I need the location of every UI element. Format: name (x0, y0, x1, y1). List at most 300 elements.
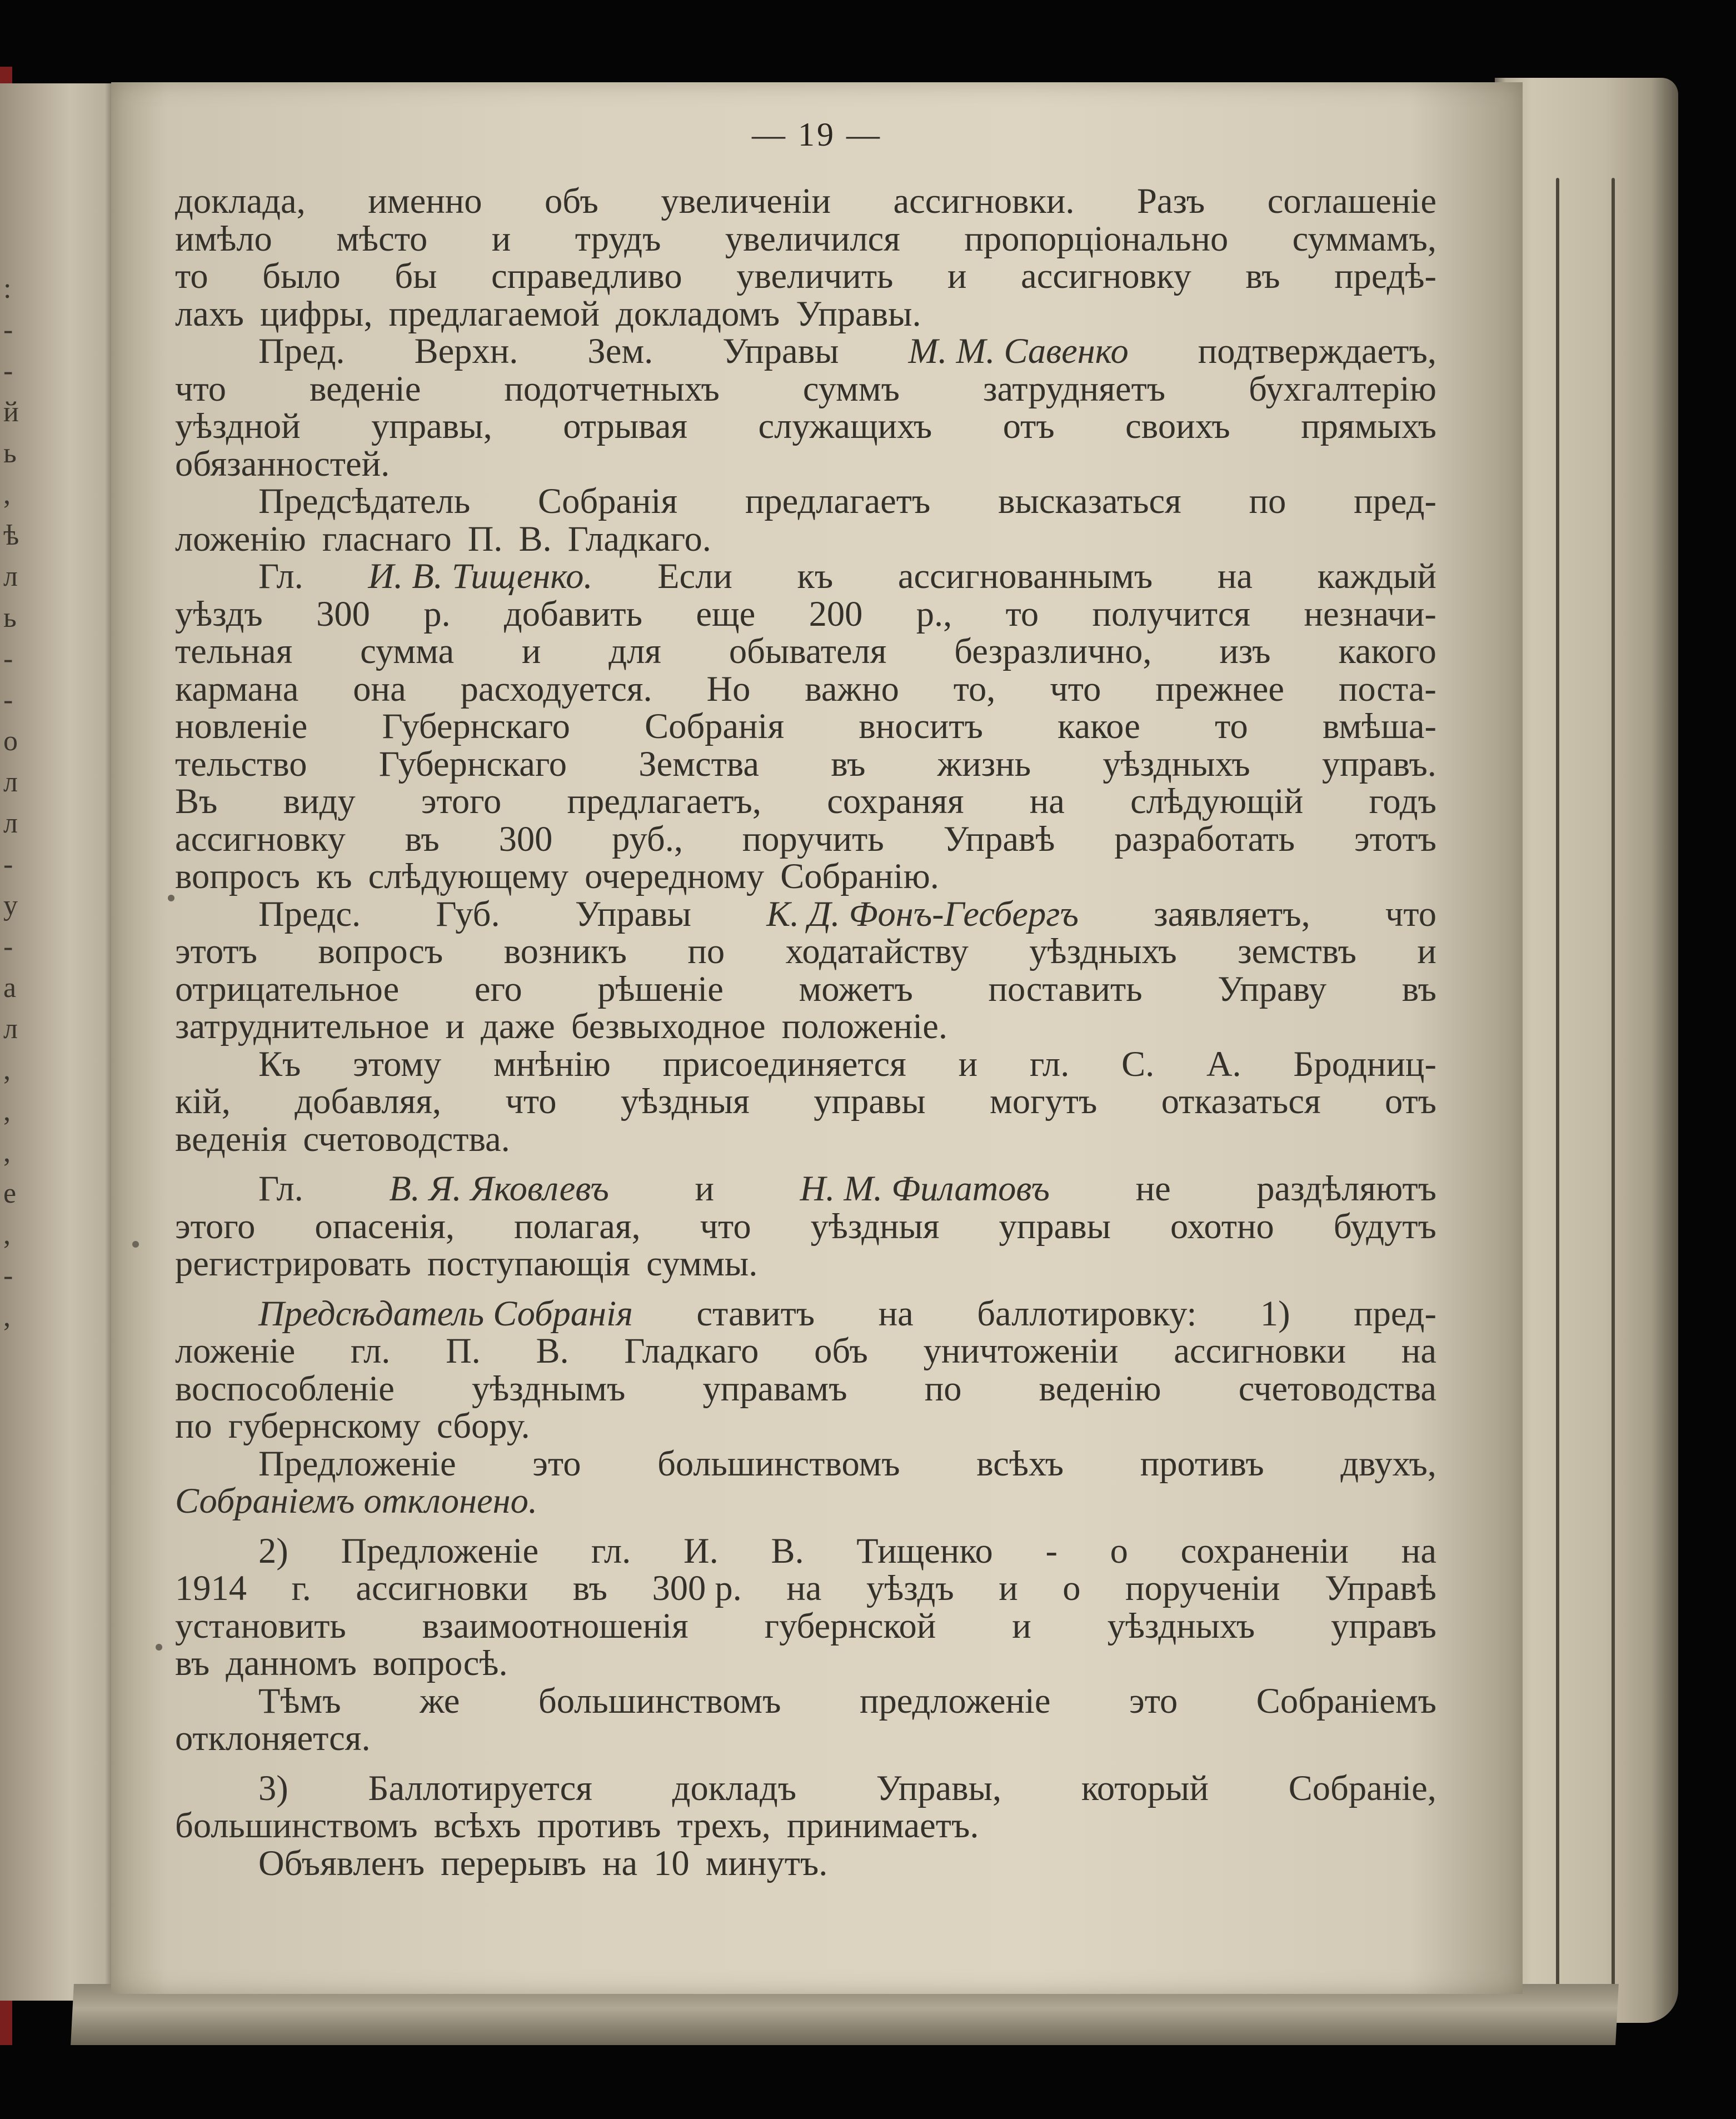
word: въ (831, 744, 866, 784)
word: 2) (258, 1530, 288, 1570)
word: 1914 (175, 1568, 247, 1608)
word: и (695, 1169, 714, 1208)
margin-glyph: , (3, 1219, 11, 1250)
word: Управы. (796, 293, 921, 333)
word: поручить (742, 819, 884, 859)
word: ходатайству (785, 931, 969, 971)
text-line (175, 295, 1436, 333)
word: ложеніе (175, 1331, 296, 1370)
word: веденію (1039, 1368, 1161, 1408)
margin-glyph: е (3, 1178, 17, 1209)
text-line (175, 1245, 1436, 1283)
word: суммамъ, (1292, 218, 1436, 258)
margin-glyph: - (3, 643, 13, 675)
word: вмѣша- (1322, 706, 1436, 746)
word: двухъ, (1340, 1443, 1436, 1483)
word: что (1385, 894, 1436, 934)
word: добавить (503, 594, 643, 634)
word: этому (353, 1044, 442, 1084)
word: на (878, 1293, 914, 1333)
word: поставить (988, 969, 1143, 1009)
text-line (175, 1332, 1436, 1370)
word: Губернскаго (382, 706, 570, 746)
word: 300 (498, 819, 553, 859)
word: Тищенко (856, 1530, 993, 1570)
word: справедливо (491, 256, 682, 296)
word: то (1215, 706, 1248, 746)
word: трудъ (575, 218, 661, 258)
word: же (420, 1681, 460, 1721)
word: жизнь (937, 744, 1031, 784)
word: объ (814, 1331, 868, 1370)
word: она (353, 669, 406, 709)
word: ассигновки (356, 1568, 528, 1608)
word: увеличить (736, 256, 894, 296)
word: присоединяется (662, 1044, 906, 1084)
word: въ (572, 1568, 607, 1608)
word: Верхн. (414, 331, 518, 371)
word: предложеніе (859, 1681, 1051, 1721)
word: вопросъ (318, 931, 443, 971)
word: ложенію (175, 518, 306, 559)
text-line (175, 595, 1436, 633)
text-line (175, 520, 1436, 558)
text-line (175, 407, 1436, 445)
word: для (608, 631, 661, 671)
word: гл. (350, 1331, 391, 1370)
word: на (1029, 781, 1065, 821)
word: соглашеніе (1267, 181, 1436, 221)
word: управы, (371, 406, 492, 446)
word: баллотировку: (977, 1293, 1197, 1333)
word: большинствомъ (657, 1443, 900, 1483)
word: отрывая (563, 406, 688, 446)
word: его (474, 969, 522, 1009)
word: докладъ (672, 1768, 797, 1808)
word: этотъ (1354, 819, 1436, 859)
word: получится (1092, 594, 1251, 634)
text-line (175, 1644, 1436, 1682)
word: кій, (175, 1081, 231, 1121)
word: гл. (1029, 1044, 1070, 1084)
word: всѣхъ (976, 1443, 1064, 1483)
word: счетоводства (1238, 1368, 1436, 1408)
word: обывателя (729, 631, 887, 671)
word: управы (814, 1081, 926, 1121)
word: ассигнованнымъ (897, 556, 1153, 596)
word: порученіи (1125, 1568, 1280, 1608)
word: уѣздной (175, 406, 301, 446)
word: А. (1206, 1044, 1241, 1084)
word: охотно (1170, 1206, 1274, 1246)
word: Управы, (876, 1768, 1002, 1808)
word: мнѣнію (493, 1044, 611, 1084)
word: могутъ (990, 1081, 1098, 1121)
margin-glyph: л (3, 1013, 18, 1045)
word: земствъ (1238, 931, 1357, 971)
word: пред- (1354, 1293, 1436, 1333)
word: взаимоотношенія (422, 1606, 689, 1646)
word: 10 (654, 1843, 690, 1883)
word: по (1249, 481, 1286, 521)
word: предлагаетъ (745, 481, 931, 521)
word: Губернскаго (378, 744, 567, 784)
word: Гладкаго (624, 1331, 759, 1370)
word: И. (684, 1530, 719, 1570)
word: что (505, 1081, 557, 1121)
text-line (175, 782, 1436, 820)
word: поста- (1338, 669, 1436, 709)
word: высказаться (998, 481, 1181, 521)
word: имѣло (175, 218, 272, 258)
text-line (175, 482, 1436, 520)
text-line (175, 1083, 1436, 1120)
margin-glyph: у (3, 890, 18, 921)
word: отрицательное (175, 969, 400, 1009)
word: этотъ (175, 931, 257, 971)
text-line (175, 857, 1436, 895)
word: установить (175, 1606, 346, 1646)
text-line (175, 1719, 1436, 1757)
edge-shadow (1612, 178, 1615, 2023)
page-text (175, 182, 1436, 1882)
word: В. Я. Яковлевъ (389, 1169, 609, 1208)
word: перерывъ (441, 1843, 586, 1883)
word: счетоводства. (303, 1119, 510, 1159)
word: губернской (764, 1606, 936, 1646)
word: увеличился (725, 218, 900, 258)
text-line (175, 220, 1436, 258)
margin-glyph: л (3, 807, 18, 839)
word: это (1129, 1681, 1178, 1721)
word: еще (696, 594, 756, 634)
margin-glyph: , (3, 478, 11, 510)
word: который (1081, 1768, 1209, 1808)
word: на (1401, 1530, 1436, 1570)
word: большинствомъ (538, 1681, 781, 1721)
word: Въ (175, 781, 218, 821)
word: расходуется. (460, 669, 652, 709)
word: сумма (360, 631, 455, 671)
text-line (175, 1370, 1436, 1408)
word: Предсѣдатель (258, 481, 471, 521)
word: сбору. (436, 1406, 530, 1445)
margin-glyph: , (3, 1095, 11, 1127)
word: Земства (638, 744, 760, 784)
margin-glyph: а (3, 972, 17, 1004)
text-line (175, 1170, 1436, 1208)
margin-glyph: , (3, 1054, 11, 1086)
word: было (262, 256, 341, 296)
word: Предложеніе (258, 1443, 456, 1483)
word: принимаетъ. (786, 1806, 979, 1845)
word: полагая, (514, 1206, 641, 1246)
word: предлагаемой (388, 293, 600, 333)
word: слѣдующій (1130, 781, 1304, 821)
word: прямыхъ (1301, 406, 1436, 446)
word: цифры, (260, 293, 373, 333)
margin-glyph: ѣ (3, 520, 19, 551)
word: - (1045, 1530, 1057, 1570)
word: уѣздныхъ (1107, 1606, 1255, 1646)
margin-glyph: ь (3, 602, 17, 634)
text-line (175, 1208, 1436, 1245)
word: заявляетъ, (1154, 894, 1310, 934)
word: тельство (175, 744, 307, 784)
margin-glyph: - (3, 931, 13, 963)
word: г. (291, 1568, 311, 1608)
word: отказаться (1161, 1081, 1321, 1121)
word: какого (1338, 631, 1436, 671)
paper-speck (168, 895, 174, 901)
margin-glyph: - (3, 849, 13, 880)
paper-speck (156, 1644, 162, 1651)
word: уѣздъ (866, 1568, 954, 1608)
word: веденіе (309, 368, 421, 408)
word: отъ (1385, 1081, 1436, 1121)
word: суммъ (802, 368, 900, 408)
word: пропорціонально (964, 218, 1229, 258)
word: гл. (591, 1530, 631, 1570)
text-line (175, 1407, 1436, 1445)
word: что (700, 1206, 751, 1246)
word: на (1401, 1331, 1436, 1370)
word: къ (797, 556, 834, 596)
word: вноситъ (859, 706, 983, 746)
word: данномъ (226, 1643, 357, 1683)
word: въ (1401, 969, 1436, 1009)
word: противъ (537, 1806, 661, 1845)
word: К. Д. Фонъ-Гесбергъ (766, 894, 1079, 934)
word: объ (545, 181, 598, 221)
word: подотчетныхъ (504, 368, 720, 408)
word: В. (536, 1331, 569, 1370)
word: 200 (809, 594, 863, 634)
margin-glyph: , (3, 1301, 11, 1333)
word: суммы. (646, 1244, 758, 1283)
word: подтверждаетъ, (1198, 331, 1436, 371)
word: о (1110, 1530, 1128, 1570)
word: ассигновки. (893, 181, 1075, 221)
word: Губ. (436, 894, 500, 934)
text-line (175, 1045, 1436, 1083)
word: уѣздъ (175, 594, 263, 634)
word: Предложеніе (341, 1530, 539, 1570)
word: въ (175, 1643, 210, 1683)
word: предлагаетъ, (567, 781, 762, 821)
word: управъ (1331, 1606, 1436, 1646)
word: безразлично, (954, 631, 1152, 671)
word: на (1217, 556, 1253, 596)
word: по (175, 1406, 212, 1445)
word: Н. М. Филатовъ (800, 1169, 1050, 1208)
text-line (175, 1482, 1436, 1520)
word: Предсѣдатель Собранія (258, 1293, 633, 1333)
word: бы (395, 256, 437, 296)
margin-glyph: - (3, 355, 13, 387)
text-line (175, 820, 1436, 858)
word: Управѣ (943, 819, 1055, 859)
text-line (175, 182, 1436, 220)
word: затрудняетъ (982, 368, 1166, 408)
word: всѣхъ (433, 1806, 521, 1845)
word: Собранія (645, 706, 785, 746)
book-page (111, 82, 1523, 1994)
text-line (175, 1532, 1436, 1570)
margin-glyph: - (3, 1260, 13, 1292)
word: вопросъ (175, 856, 300, 896)
word: то (1005, 594, 1039, 634)
word: къ (316, 856, 352, 896)
word: воспособленіе (175, 1368, 395, 1408)
word: разработать (1114, 819, 1295, 859)
word: по (924, 1368, 962, 1408)
word: изъ (1219, 631, 1271, 671)
text-line (175, 1769, 1436, 1807)
word: минутъ. (705, 1843, 828, 1883)
word: мѣсто (336, 218, 428, 258)
word: 1) (1260, 1293, 1290, 1333)
word: уѣздныя (810, 1206, 940, 1246)
word: незначи- (1304, 594, 1436, 634)
word: Управѣ (1325, 1568, 1436, 1608)
word: Къ (258, 1044, 301, 1084)
text-line (175, 1844, 1436, 1882)
text-line (175, 933, 1436, 970)
word: слѣдующему (368, 856, 569, 896)
word: сохраняя (827, 781, 964, 821)
margin-glyph: л (3, 766, 18, 798)
word: какое (1057, 706, 1140, 746)
text-line (175, 1008, 1436, 1045)
word: докладомъ (616, 293, 780, 333)
word: Управы (722, 331, 839, 371)
text-line (175, 445, 1436, 483)
word: то (175, 256, 208, 296)
word: Собраніемъ (1256, 1681, 1436, 1721)
word: управъ. (1321, 744, 1436, 784)
word: въ (405, 819, 440, 859)
word: 300 р. (652, 1568, 742, 1608)
word: рѣшеніе (597, 969, 724, 1009)
word: виду (283, 781, 356, 821)
word: именно (368, 181, 482, 221)
word: р. (423, 594, 451, 634)
word: Пред. (258, 331, 345, 371)
word: П. (467, 518, 503, 559)
margin-glyph: й (3, 396, 19, 428)
word: Объявленъ (258, 1843, 425, 1883)
word: раздѣляютъ (1256, 1169, 1436, 1208)
word: ассигновку (175, 819, 346, 859)
text-line (175, 745, 1436, 783)
word: даже (481, 1006, 555, 1046)
facing-page-edge (0, 83, 117, 2001)
word: это (532, 1443, 581, 1483)
word: 300 (316, 594, 370, 634)
word: по (687, 931, 725, 971)
word: обязанностей. (175, 443, 390, 483)
word: и (445, 1006, 465, 1046)
word: ассигновки (1174, 1331, 1346, 1370)
margin-glyph: : (3, 273, 12, 305)
word: доклада, (175, 181, 306, 221)
text-line (175, 1807, 1436, 1844)
word: служащихъ (758, 406, 932, 446)
margin-glyph: о (3, 725, 18, 757)
text-line (175, 1445, 1436, 1483)
word: противъ (1140, 1443, 1264, 1483)
margin-glyph: л (3, 561, 18, 592)
word: Собраніемъ отклонено. (175, 1481, 537, 1520)
word: уѣздныхъ (1103, 744, 1250, 784)
margin-glyph: , (3, 1136, 11, 1168)
word: гласнаго (322, 518, 452, 559)
word: и (521, 631, 541, 671)
word: въ (1245, 256, 1280, 296)
word: руб., (612, 819, 683, 859)
word: этого (421, 781, 502, 821)
word: прежнее (1155, 669, 1284, 709)
word: важно (805, 669, 899, 709)
word: трехъ, (677, 1806, 771, 1845)
word: отклоняется. (175, 1718, 371, 1758)
word: на (786, 1568, 822, 1608)
page-number: — 19 — (752, 116, 882, 153)
word: управы (999, 1206, 1111, 1246)
word: поступающія (427, 1244, 631, 1283)
word: и (999, 1568, 1018, 1608)
word: увеличеніи (661, 181, 831, 221)
word: Гл. (258, 556, 303, 596)
word: управамъ (702, 1368, 847, 1408)
word: уѣздныхъ (1029, 931, 1177, 971)
word: Разъ (1137, 181, 1205, 221)
word: ассигновку (1021, 256, 1191, 296)
word: В. (518, 518, 552, 559)
word: своихъ (1125, 406, 1230, 446)
edge-shadow (1556, 178, 1559, 2012)
word: большинствомъ (175, 1806, 418, 1845)
word: новленіе (175, 706, 308, 746)
word: В. (771, 1530, 804, 1570)
word: вопросѣ. (372, 1643, 508, 1683)
text-line (175, 1607, 1436, 1645)
word: Бродниц- (1293, 1044, 1436, 1084)
word: опасенія, (315, 1206, 455, 1246)
word: будутъ (1333, 1206, 1436, 1246)
word: Баллотируется (368, 1768, 592, 1808)
word: затруднительное (175, 1006, 430, 1046)
word: что (175, 368, 227, 408)
text-line (175, 670, 1436, 708)
text-line (175, 895, 1436, 933)
word: П. (446, 1331, 481, 1370)
text-line (175, 332, 1436, 370)
word: этого (175, 1206, 256, 1246)
paper-speck (132, 1241, 139, 1248)
word: и (1417, 931, 1436, 971)
word: веденія (175, 1119, 287, 1159)
word: положеніе. (781, 1006, 947, 1046)
margin-glyph: - (3, 684, 13, 716)
word: Предс. (258, 894, 361, 934)
word: и (1012, 1606, 1031, 1646)
text-line (175, 970, 1436, 1008)
word: годъ (1369, 781, 1436, 821)
word: безвыходное (571, 1006, 766, 1046)
word: каждый (1317, 556, 1436, 596)
